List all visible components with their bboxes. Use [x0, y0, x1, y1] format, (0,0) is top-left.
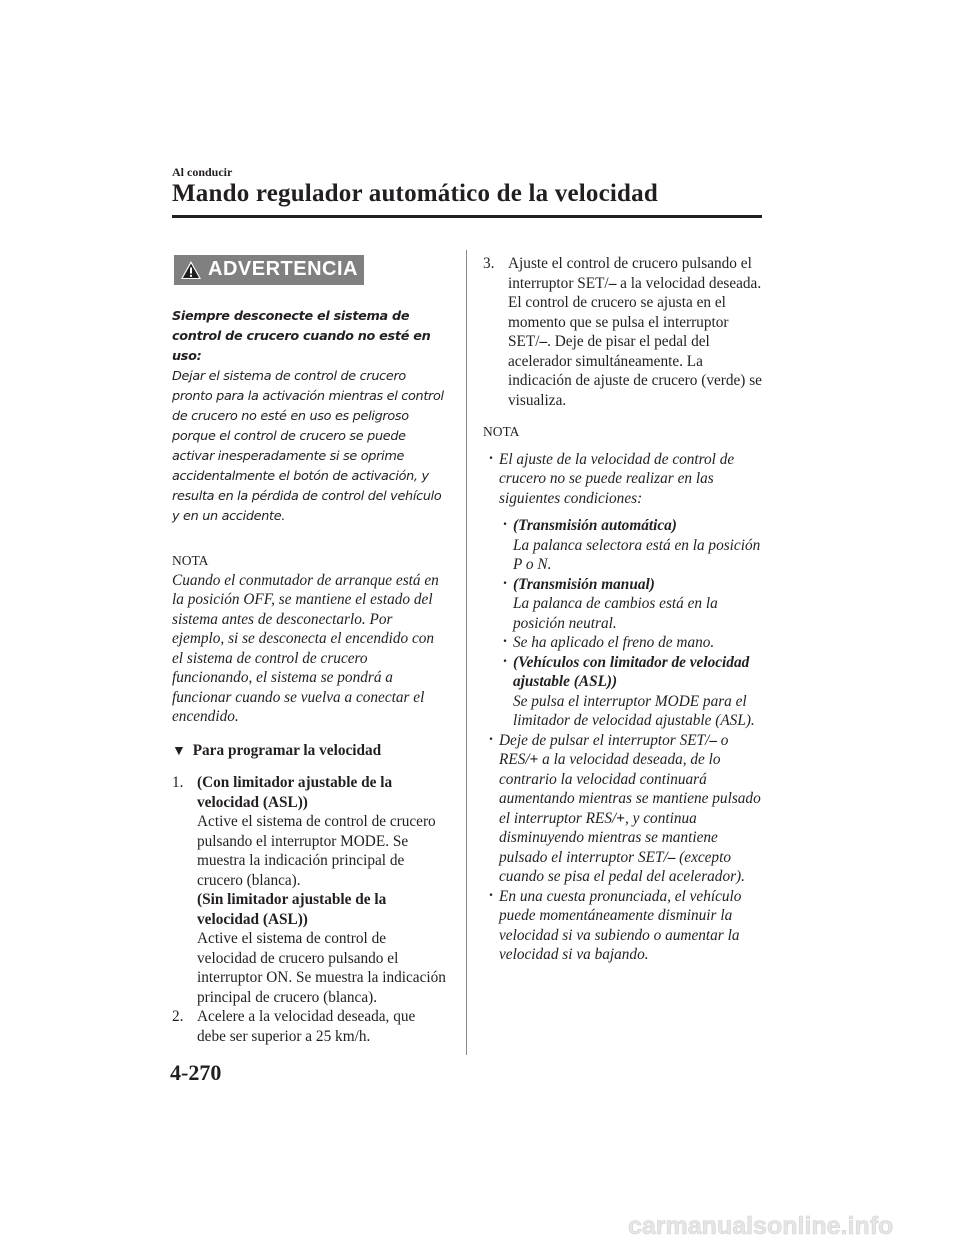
step-body: Acelere a la velocidad deseada, que debe ser superior a 25 km/h.: [197, 1008, 416, 1045]
plus-symbol: +: [529, 751, 539, 768]
note-item: [483, 450, 768, 731]
minus-symbol: –: [667, 848, 676, 866]
note-body: Cuando el conmutador de arranque está en la posición OFF, se mantiene el estado del sistema antes de desconectarlo. Por ejemplo, si se desconecta el encendido con el sistema de control de crucero funcionando, el sistema se pondrá a funcionar cuando se vuelva a conectar el encendido.: [172, 571, 439, 725]
subsection-heading: [172, 741, 447, 762]
step-asl-heading: (Con limitador ajustable de la velocidad (ASL)): [197, 774, 393, 811]
minus-symbol: –: [539, 333, 548, 350]
warning-triangle-icon: [180, 260, 202, 280]
step-number: 2.: [172, 1008, 184, 1025]
step-body: Ajuste el control de crucero pulsando el interruptor SET/– a la velocidad deseada. El control de crucero se ajusta en el momento que se pulsa el interruptor SET/–. Deje de pisar el pedal del acelerador simultáneamente. La indicación de ajuste de crucero (verde) se visualiza.: [508, 255, 762, 409]
warning-banner: [174, 255, 364, 285]
step-noasl-body: Active el sistema de control de velocidad de crucero pulsando el interruptor ON. Se muestra la indicación principal de crucero (blanca).: [197, 930, 446, 1006]
condition-list: [499, 516, 768, 731]
minus-symbol: –: [709, 731, 717, 749]
step-item: [483, 254, 768, 410]
condition-heading: · (Vehículos con limitador de velocidad ajustable (ASL)): [513, 653, 750, 690]
note-list: [483, 450, 768, 965]
condition-item: [499, 653, 768, 731]
step-item: [172, 773, 447, 1007]
condition-heading: · (Transmisión manual): [513, 575, 655, 593]
step-number: 1.: [172, 774, 184, 791]
page-number: 4-270: [170, 1060, 222, 1085]
page-title: Mando regulador automático de la velocidad: [172, 180, 658, 207]
right-column: [483, 254, 768, 965]
column-divider: [466, 250, 467, 1055]
step-asl-body: Active el sistema de control de crucero pulsando el interruptor MODE. Se muestra la indicación principal de crucero (blanca).: [197, 813, 436, 889]
warning-body: Dejar el sistema de control de crucero pronto para la activación mientras el control de crucero no esté en uso es peligroso porque el control de crucero se puede activar inesperadamente si se oprime accidentalmente el botón de activación, y resulta en la pérdida de control del vehículo y en un accidente.: [172, 369, 444, 524]
subsection-title: Para programar la velocidad: [192, 741, 382, 759]
left-column: [172, 255, 447, 1046]
note-item: · En una cuesta pronunciada, el vehículo puede momentáneamente disminuir la velocidad si va subiendo o aumentar la velocidad si va bajando.: [483, 887, 768, 965]
condition-item: [499, 575, 768, 634]
condition-body: Se pulsa el interruptor MODE para el limitador de velocidad ajustable (ASL).: [513, 692, 755, 729]
condition-item: [499, 516, 768, 575]
section-label: Al conducir: [172, 165, 233, 179]
step-item: [172, 1007, 447, 1046]
warning-text: [172, 307, 447, 527]
note-item-intro: · El ajuste de la velocidad de control de crucero no se puede realizar en las siguientes condiciones:: [499, 450, 735, 507]
note-heading: NOTA: [172, 553, 209, 568]
minus-symbol: –: [608, 274, 617, 292]
warning-heading: Siempre desconecte el sistema de control de crucero cuando no esté en uso:: [172, 309, 431, 364]
note-heading: NOTA: [483, 424, 520, 439]
step-noasl-heading: (Sin limitador ajustable de la velocidad (ASL)): [197, 891, 387, 928]
condition-body: La palanca selectora está en la posición P o N.: [513, 536, 761, 573]
svg-text:carmanualsonline.info: carmanualsonline.info: [628, 1212, 894, 1240]
condition-body: · Se ha aplicado el freno de mano.: [513, 634, 715, 651]
title-rule: [172, 215, 762, 218]
condition-body: La palanca de cambios está en la posición neutral.: [513, 595, 718, 632]
triangle-marker-icon: ▼: [172, 743, 186, 759]
steps-list-right: [483, 254, 768, 410]
condition-heading: · (Transmisión automática): [513, 517, 677, 534]
note-item: · Deje de pulsar el interruptor SET/– o RES/+ a la velocidad deseada, de lo contrario la velocidad continuará aumentando mientras se mantiene pulsado el interruptor RES/+, y continua disminuyendo mientras se mantiene pulsado el interruptor SET/– (excepto cuando se pisa el pedal del acelerador).: [483, 731, 768, 887]
steps-list-left: [172, 773, 447, 1046]
plus-symbol: +: [616, 809, 625, 827]
condition-item: [499, 633, 768, 653]
step-number: 3.: [483, 255, 495, 272]
warning-banner-label: ADVERTENCIA: [208, 258, 358, 281]
